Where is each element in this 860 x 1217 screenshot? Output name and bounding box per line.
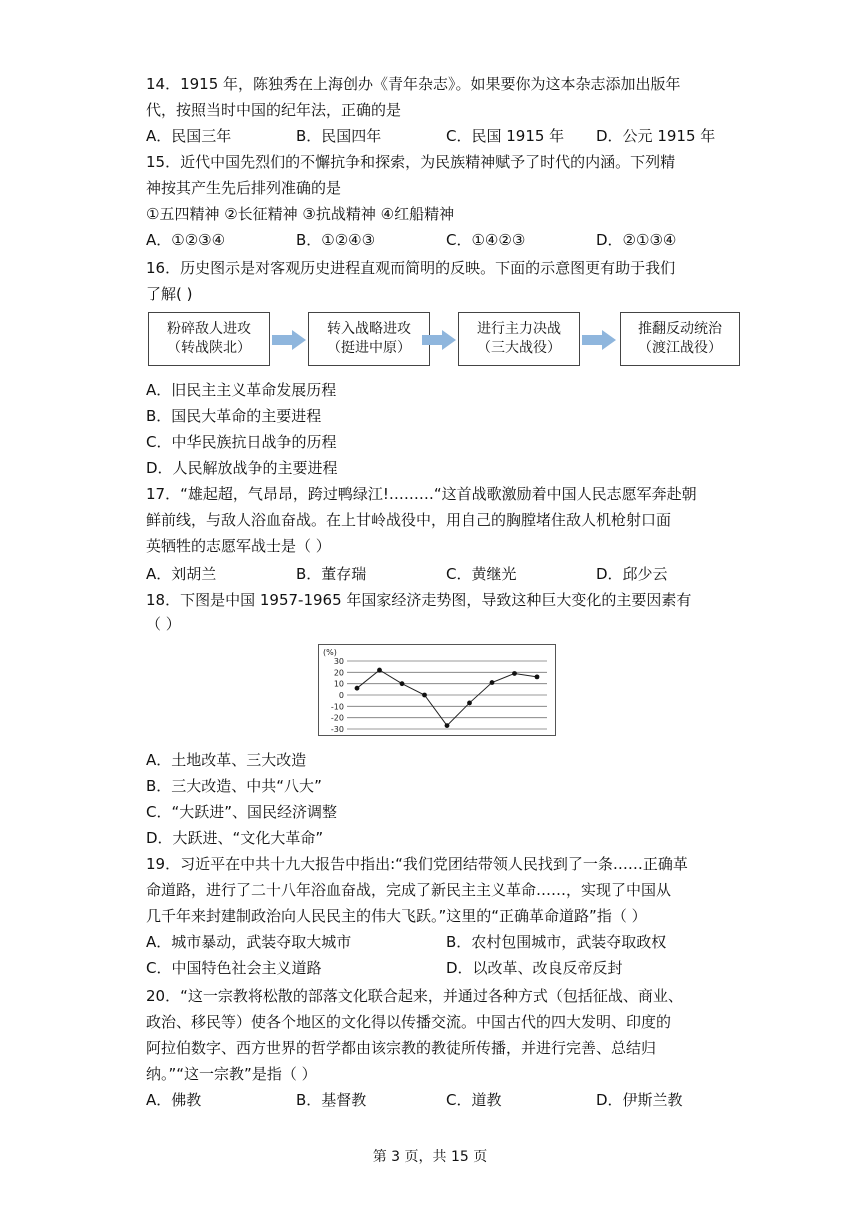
data-point [512,671,517,676]
y-unit-label: (%) [323,648,337,657]
q15-option-a[interactable]: A．①②③④ [146,231,226,249]
q19-text-3: 几千年来封建制政治向人民民主的伟大飞跃。”这里的“正确革命道路”指（ ） [146,907,647,925]
y-tick-label: -30 [330,725,344,734]
q14-text-2: 代，按照当时中国的纪年法，正确的是 [146,101,402,119]
flow-step-1 [148,312,270,366]
y-tick-label: 30 [333,657,344,666]
flow-step-4-main: 推翻反动统治 [638,321,722,337]
q17-text-3: 英牺牲的志愿军战士是（ ） [146,537,331,555]
flow-arrow-icon [582,330,616,350]
q17-option-d[interactable]: D．邱少云 [596,565,668,583]
flow-step-4 [620,312,740,366]
q14-option-c[interactable]: C．民国 1915 年 [446,127,565,145]
flow-arrow-icon [272,330,306,350]
q19-option-d[interactable]: D．以改革、改良反帝反封 [446,959,623,977]
q18-option-c[interactable]: C．“大跃进”、国民经济调整 [146,803,338,821]
data-point [535,674,540,679]
q16-text-1: 16．历史图示是对客观历史进程直观而简明的反映。下面的示意图更有助于我们 [146,259,676,277]
q18-option-b[interactable]: B．三大改造、中共“八大” [146,777,322,795]
q20-text-3: 阿拉伯数字、西方世界的哲学都由该宗教的教徒所传播，并进行完善、总结归 [146,1039,657,1057]
q15-text-2: 神按其产生先后排列准确的是 [146,179,342,197]
q16-option-b[interactable]: B．国民大革命的主要进程 [146,407,322,425]
data-point [377,668,382,673]
flow-step-1-main: 粉碎敌人进攻 [167,321,251,337]
data-point [445,723,450,728]
q19-text-2: 命道路，进行了二十八年浴血奋战，完成了新民主主义革命……，实现了中国从 [146,881,672,899]
q20-option-b[interactable]: B．基督教 [296,1091,367,1109]
q17-text-2: 鲜前线，与敌人浴血奋战。在上甘岭战役中，用自己的胸膛堵住敌人机枪射口面 [146,511,672,529]
q20-text-1: 20．“这一宗教将松散的部落文化联合起来，并通过各种方式（包括征战、商业、 [146,987,683,1005]
flow-step-3 [458,312,580,366]
q14-option-b[interactable]: B．民国四年 [296,127,382,145]
data-point [490,680,495,685]
q19-option-a[interactable]: A．城市暴动，武装夺取大城市 [146,933,352,951]
flow-step-4-sub: （渡江战役） [638,340,722,356]
q17-option-a[interactable]: A．刘胡兰 [146,565,217,583]
q20-option-c[interactable]: C．道教 [446,1091,502,1109]
q15-option-d[interactable]: D．②①③④ [596,231,677,249]
q17-option-b[interactable]: B．董存瑞 [296,565,367,583]
data-point [422,693,427,698]
q20-text-4: 纳。”“这一宗教”是指（ ） [146,1065,317,1083]
flow-step-3-main: 进行主力决战 [477,321,561,337]
flow-step-2 [308,312,430,366]
q17-text-1: 17．“雄起超，气昂昂，跨过鸭绿江!………“这首战歌激励着中国人民志愿军奔赴朝 [146,485,697,503]
y-tick-label: -20 [330,713,344,723]
page-footer: 第 3 页，共 15 页 [372,1149,488,1165]
q19-option-b[interactable]: B．农村包围城市，武装夺取政权 [446,933,667,951]
economy-line-chart [319,645,555,735]
q20-option-a[interactable]: A．佛教 [146,1091,202,1109]
q16-option-d[interactable]: D．人民解放战争的主要进程 [146,459,338,477]
flow-step-3-sub: （三大战役） [477,340,561,356]
q14-option-d[interactable]: D．公元 1915 年 [596,127,716,145]
q19-text-1: 19．习近平在中共十九大报告中指出:“我们党团结带领人民找到了一条……正确革 [146,855,688,873]
q16-option-c[interactable]: C．中华民族抗日战争的历程 [146,433,337,451]
q15-text-1: 15．近代中国先烈们的不懈抗争和探索，为民族精神赋予了时代的内涵。下列精 [146,153,676,171]
flow-arrow-icon [422,330,456,350]
y-tick-label: 20 [333,668,344,678]
q14-option-a[interactable]: A．民国三年 [146,127,232,145]
q16-flow-diagram [148,312,740,368]
q20-option-d[interactable]: D．伊斯兰教 [596,1091,683,1109]
q18-economy-chart [318,644,556,736]
y-tick-label: -10 [330,702,344,712]
q19-option-c[interactable]: C．中国特色社会主义道路 [146,959,322,977]
data-point [467,701,472,706]
flow-step-1-sub: （转战陕北） [167,340,251,356]
q20-text-2: 政治、移民等）使各个地区的文化得以传播交流。中国古代的四大发明、印度的 [146,1013,672,1031]
q15-option-c[interactable]: C．①④②③ [446,231,526,249]
q16-option-a[interactable]: A．旧民主主义革命发展历程 [146,381,337,399]
q16-text-2: 了解( ) [146,285,193,303]
q14-text-1: 14．1915 年，陈独秀在上海创办《青年杂志》。如果要你为这本杂志添加出版年 [146,75,681,93]
y-tick-label: 10 [333,679,344,689]
flow-step-2-sub: （挺进中原） [327,340,411,356]
y-tick-label: 0 [338,691,344,700]
q18-option-d[interactable]: D．大跃进、“文化大革命” [146,829,324,847]
q18-text-1: 18．下图是中国 1957-1965 年国家经济走势图，导致这种巨大变化的主要因素有 [146,591,692,609]
q18-option-a[interactable]: A．土地改革、三大改造 [146,751,307,769]
flow-step-2-main: 转入战略进攻 [327,321,411,337]
q15-option-b[interactable]: B．①②④③ [296,231,376,249]
data-point [400,681,405,686]
q18-text-2: （ ） [146,615,181,633]
q17-option-c[interactable]: C．黄继光 [446,565,517,583]
q15-spirits: ①五四精神 ②长征精神 ③抗战精神 ④红船精神 [146,205,455,223]
data-point [355,686,360,691]
